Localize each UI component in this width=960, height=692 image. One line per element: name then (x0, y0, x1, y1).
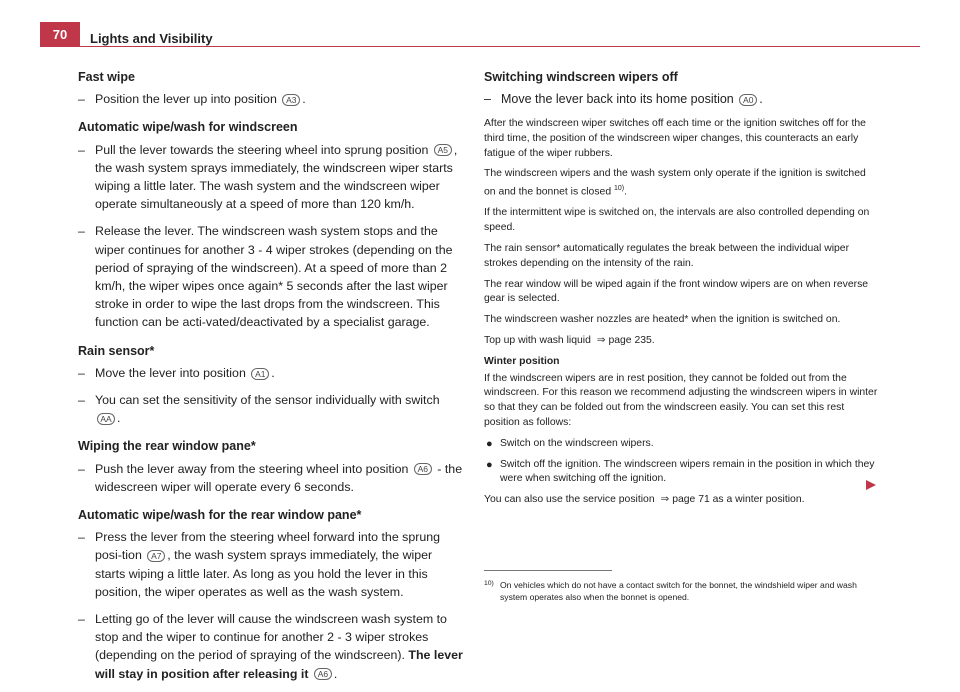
position-marker: A6 (414, 463, 432, 475)
info-paragraph: You can also use the service position ⇒ page 71 as a winter position. (484, 494, 805, 506)
info-paragraph: If the intermittent wipe is switched on, the intervals are also controlled depending on speed. (484, 207, 870, 234)
rear-wipe-heading: Wiping the rear window pane* (78, 439, 256, 454)
chapter-title: Lights and Visibility (90, 31, 213, 46)
list-item: – Press the lever from the steering wheel forward into the sprung posi-tion A7 , the wash system sprays immediately, the wiper starts wiping a little later. As long as you hold the lever in this position, the wiper operates as well as the wash system. (78, 530, 441, 599)
bullet-item: ● Switch on the windscreen wipers. (486, 437, 654, 450)
rain-sensor-heading: Rain sensor* (78, 343, 155, 358)
switch-marker: AA (97, 413, 115, 425)
position-marker: A5 (434, 144, 452, 156)
bullet-item: ● Switch off the ignition. The windscreen wipers remain in the position in which they were when switching off the ignition. (486, 458, 875, 485)
page-ref-link[interactable]: page 71 as a winter position. (672, 494, 805, 506)
wipers-off-heading: Switching windscreen wipers off (484, 70, 678, 84)
bold-note: The lever will stay in position after releasing it (95, 648, 463, 681)
fast-wipe-heading: Fast wipe (78, 70, 135, 84)
list-item: – Push the lever away from the steering wheel into position A6 - the widescreen wiper will operate every 6 seconds. (78, 461, 463, 494)
list-item: – Position the lever up into position A3 . (78, 92, 306, 107)
page-number: 70 (52, 27, 68, 42)
list-item: – Move the lever back into its home position A0 . (484, 92, 763, 106)
footnote-ref: 10) (613, 185, 625, 193)
list-item: – Move the lever into position A1 . (78, 365, 275, 380)
position-marker: A6 (314, 668, 332, 680)
info-paragraph: After the windscreen wiper switches off each time or the ignition switches off for the third time, the position of the windscreen wiper changes, this counteracts an early fatigue of the wiper rubbers. (484, 118, 866, 159)
footnote (484, 580, 874, 603)
position-marker: A1 (251, 368, 269, 380)
footnote-rule (484, 570, 612, 571)
info-paragraph: The windscreen wipers and the wash system only operate if the ignition is switched on and the bonnet is closed $^{10)}$. (484, 168, 866, 198)
position-marker: A0 (739, 94, 757, 106)
arrow-icon: ⇒ (660, 494, 670, 506)
position-marker: A3 (282, 94, 300, 106)
continue-arrow-icon (866, 480, 876, 490)
footnote-number: 10) (484, 580, 494, 587)
footnote-text: On vehicles which do not have a contact switch for the bonnet, the windshield wiper and wash system operates also when the bonnet is opened. (500, 580, 857, 602)
winter-position-heading: Winter position (484, 355, 560, 367)
auto-front-heading: Automatic wipe/wash for windscreen (78, 120, 298, 135)
list-item: – You can set the sensitivity of the sensor individually with switch AA . (78, 393, 440, 426)
page-ref-link[interactable]: page 235. (608, 335, 655, 347)
arrow-icon: ⇒ (596, 335, 606, 347)
winter-paragraph: If the windscreen wipers are in rest position, they cannot be folded out from the windscreen. For this reason we recommend adjusting the windscreen wipers in winter so that they can be folded out from the windscreen easily. You can set this rest position as follows: (484, 372, 878, 429)
info-paragraph: The windscreen washer nozzles are heated* when the ignition is switched on. (484, 314, 841, 326)
bullet-icon: ● (486, 437, 493, 450)
bullet-icon: ● (486, 458, 493, 471)
info-paragraph: The rear window will be wiped again if the front window wipers are on when reverse gear is selected. (484, 278, 869, 305)
left-column (78, 68, 464, 692)
position-marker: A7 (147, 550, 165, 562)
list-item: – Pull the lever towards the steering wheel into sprung position A5 , the wash system sprays immediately, the windscreen wiper starts wiping a little later. The wash system and the windscreen wiper operate simultaneously at a speed of more than 120 km/h. (78, 142, 458, 212)
info-paragraph: Top up with wash liquid ⇒ page 235. (484, 335, 655, 347)
list-item: – Letting go of the lever will cause the windscreen wash system to stop and the wiper to continue for another 2 - 3 wiper strokes (depending on the period of spraying of the windscreen). The lever will stay in position after releasing it A6 . (78, 612, 463, 681)
header-rule (80, 46, 920, 47)
right-column (484, 68, 878, 514)
list-item: – Release the lever. The windscreen wash system stops and the wiper continues for another 3 - 4 wiper strokes (depending on the period of spraying of the windscreen). At a speed of more than 2 km/h, the wiper wipes once again* 5 seconds after the last wiper stroke in order to wipe the last drops from the windscreen. This function can be acti-vated/deactivated by a specialist garage. (78, 224, 453, 330)
info-paragraph: The rain sensor* automatically regulates the break between the individual wiper strokes depending on the intensity of the rain. (484, 243, 850, 269)
auto-rear-heading: Automatic wipe/wash for the rear window pane* (78, 508, 362, 523)
page-number-badge (40, 22, 80, 47)
